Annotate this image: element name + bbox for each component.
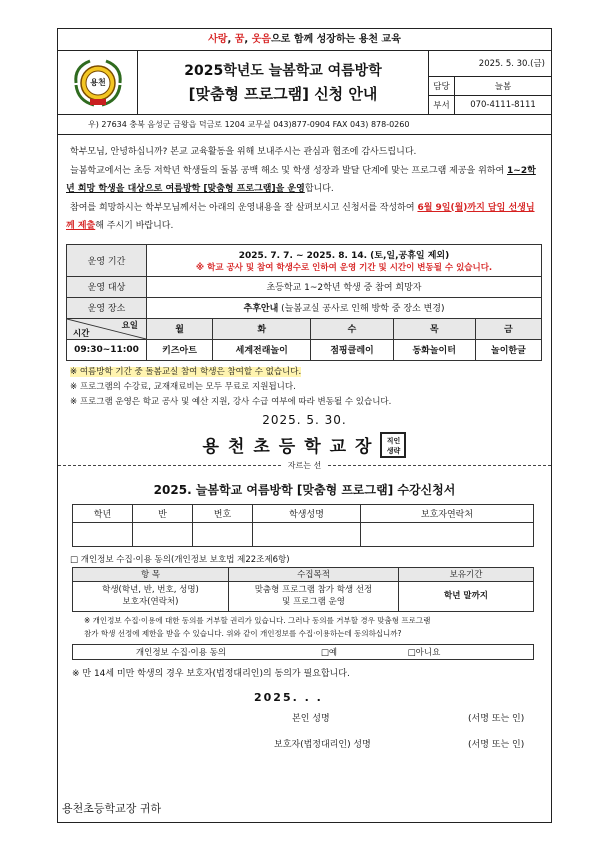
notes-list bbox=[70, 365, 551, 410]
place-rest: (늘봄교실 공사로 인해 방학 중 장소 변경) bbox=[278, 304, 445, 314]
class-field[interactable] bbox=[133, 522, 193, 546]
slogan-rest: 으로 함께 성장하는 용천 교육 bbox=[271, 34, 401, 45]
title-block bbox=[138, 51, 429, 114]
slogan-sep: , bbox=[227, 34, 235, 45]
seal-omitted-stamp bbox=[380, 432, 406, 458]
grade-field[interactable] bbox=[73, 522, 133, 546]
note-item: ※ 프로그램의 수강료, 교재재료비는 모두 무료로 지원됩니다. bbox=[70, 381, 296, 392]
school-logo bbox=[58, 51, 138, 114]
meta-dept-value: 070-4111-8111 bbox=[470, 100, 536, 110]
col-number: 번호 bbox=[193, 504, 253, 522]
note-item bbox=[70, 365, 551, 380]
self-sign-field[interactable]: (서명 또는 인) bbox=[468, 714, 525, 724]
place-value bbox=[147, 297, 542, 318]
sign-date: 2025. 5. 30. bbox=[262, 412, 347, 427]
meta-contact-row bbox=[429, 77, 551, 95]
consent-agree-box bbox=[72, 644, 534, 660]
guardian-contact-field[interactable] bbox=[361, 522, 534, 546]
program-cell: 세계전래놀이 bbox=[213, 339, 311, 360]
document-header bbox=[58, 51, 551, 115]
guardian-sign-label: 보호자(법정대리인) 성명 bbox=[274, 740, 371, 750]
cut-line bbox=[58, 460, 551, 475]
intro-text bbox=[58, 135, 551, 236]
period-row bbox=[67, 244, 542, 276]
consent-item-line: 보호자(연락처) bbox=[122, 597, 179, 607]
consent-table bbox=[72, 567, 534, 612]
program-cell: 동화놀이터 bbox=[393, 339, 475, 360]
number-field[interactable] bbox=[193, 522, 253, 546]
consent-note bbox=[84, 614, 551, 640]
student-header-row bbox=[73, 504, 534, 522]
title-line-2: [맞춤형 프로그램] 신청 안내 bbox=[188, 84, 378, 103]
form-title: 2025. 늘봄학교 여름방학 [맞춤형 프로그램] 수강신청서 bbox=[153, 482, 456, 497]
consent-retention: 학년 말까지 bbox=[399, 581, 534, 611]
meta-block bbox=[429, 51, 551, 114]
place-bold: 추후안내 bbox=[243, 304, 279, 314]
operation-table bbox=[66, 244, 542, 361]
document-page bbox=[57, 28, 552, 823]
seal-line-1: 직인 bbox=[386, 436, 401, 445]
slogan-love: 사랑 bbox=[208, 34, 228, 45]
day-header: 월 bbox=[147, 318, 213, 339]
intro-p2-text: 늘봄학교에서는 초등 저학년 학생들의 돌봄 공백 해소 및 학생 성장과 발달 단계에 맞는 프로그램 제공을 위하여 bbox=[70, 165, 508, 176]
document-date: 2025. 5. 30.(금) bbox=[429, 51, 551, 77]
student-info-table bbox=[72, 504, 534, 547]
slogan-dream: 꿈 bbox=[234, 34, 245, 45]
intro-p3-end: 해 주시기 바랍니다. bbox=[95, 221, 174, 231]
consent-purpose-line: 맞춤형 프로그램 참가 학생 선정 bbox=[254, 585, 373, 595]
consent-note-line: ※ 개인정보 수집·이용에 대한 동의를 거부할 권리가 있습니다. 그러나 동의를 거부할 경우 맞춤형 프로그램 bbox=[84, 615, 431, 625]
minor-consent-note: ※ 만 14세 미만 학생의 경우 보호자(법정대리인)의 동의가 필요합니다. bbox=[72, 668, 350, 679]
period-value: 2025. 7. 7. ~ 2025. 8. 14. (토,일,공휴일 제외) bbox=[238, 250, 450, 261]
col-class: 반 bbox=[133, 504, 193, 522]
intro-p2-emphasis: 1~2학년 희망 학생을 대상으로 여름방학 [맞춤형 프로그램]을 운영 bbox=[66, 165, 536, 194]
corner-time-label: 시간 bbox=[73, 328, 90, 339]
agree-no-checkbox[interactable]: □아니요 bbox=[407, 647, 441, 658]
consent-col-item: 항 목 bbox=[73, 567, 229, 581]
time-day-corner bbox=[67, 318, 147, 339]
period-cell bbox=[147, 244, 542, 276]
intro-p2-end: 합니다. bbox=[304, 184, 334, 194]
note-item: ※ 프로그램 운영은 학교 공사 및 예산 지원, 강사 수급 여부에 따라 변동될 수 있습니다. bbox=[70, 396, 392, 407]
principal-name: 용천초등학교장 bbox=[202, 437, 381, 457]
meta-dept-row bbox=[429, 95, 551, 114]
target-row bbox=[67, 276, 542, 297]
title-line-1: 2025학년도 늘봄학교 여름방학 bbox=[184, 62, 382, 79]
consent-header-row bbox=[73, 567, 534, 581]
target-label: 운영 대상 bbox=[67, 276, 147, 297]
place-label: 운영 장소 bbox=[67, 297, 147, 318]
student-input-row bbox=[73, 522, 534, 546]
cut-line-label: 자르는 선 bbox=[282, 460, 327, 471]
seal-line-2: 생략 bbox=[386, 446, 401, 455]
col-guardian-contact: 보호자연락처 bbox=[361, 504, 534, 522]
intro-paragraph-1: 학부모님, 안녕하십니까? 본교 교육활동을 위해 보내주시는 관심과 협조에 감사드립니다. bbox=[70, 147, 417, 157]
consent-note-line: 참가 학생 선정에 제한을 받을 수 있습니다. 위와 같이 개인정보를 수집·이용하는데 동의하십니까? bbox=[84, 628, 402, 638]
consent-row bbox=[73, 581, 534, 611]
consent-purpose bbox=[229, 581, 399, 611]
consent-col-retention: 보유기간 bbox=[399, 567, 534, 581]
principal-signature bbox=[58, 431, 551, 459]
program-row bbox=[67, 339, 542, 360]
consent-col-purpose: 수집목적 bbox=[229, 567, 399, 581]
corner-day-label: 요일 bbox=[121, 320, 138, 331]
slogan-laugh: 웃음 bbox=[251, 34, 272, 45]
day-header: 금 bbox=[475, 318, 541, 339]
day-header: 수 bbox=[311, 318, 393, 339]
agree-label: 개인정보 수집·이용 동의 bbox=[135, 647, 227, 658]
consent-item-line: 학생(학년, 반, 번호, 성명) bbox=[102, 585, 199, 595]
agree-yes-checkbox[interactable]: □예 bbox=[320, 647, 338, 658]
addressee: 용천초등학교장 귀하 bbox=[62, 802, 162, 815]
consent-item bbox=[73, 581, 229, 611]
program-cell: 점핑클레이 bbox=[311, 339, 393, 360]
student-name-field[interactable] bbox=[253, 522, 361, 546]
program-cell: 놀이한글 bbox=[475, 339, 541, 360]
intro-p3-text: 참여를 희망하시는 학부모님께서는 아래의 운영내용을 잘 살펴보시고 신청서를 작성하여 bbox=[70, 202, 418, 213]
consent-purpose-line: 및 프로그램 운영 bbox=[282, 597, 345, 607]
consent-heading: □ 개인정보 수집·이용 동의(개인정보 보호법 제22조제6항) bbox=[70, 554, 290, 565]
note-highlight: ※ 여름방학 기간 중 돌봄교실 참여 학생은 참여할 수 없습니다. bbox=[70, 366, 302, 377]
meta-contact-label: 담당 bbox=[429, 77, 455, 95]
day-header: 화 bbox=[213, 318, 311, 339]
self-sign-label: 본인 성명 bbox=[292, 714, 330, 724]
meta-dept-label: 부서 bbox=[429, 96, 455, 114]
form-date-line[interactable]: 2025. . . bbox=[254, 690, 323, 704]
slogan bbox=[58, 29, 551, 51]
meta-contact-value: 늘봄 bbox=[494, 82, 512, 92]
logo-text: 용천 bbox=[89, 77, 106, 87]
period-label: 운영 기간 bbox=[67, 244, 147, 276]
intro-paragraph-3 bbox=[66, 199, 543, 236]
deadline-emphasis: 6월 9일(월)까지 담임 선생님께 제출 bbox=[66, 202, 535, 231]
guardian-sign-field[interactable]: (서명 또는 인) bbox=[468, 740, 525, 750]
school-emblem-icon bbox=[68, 55, 128, 111]
intro-paragraph-2 bbox=[66, 162, 543, 199]
col-grade: 학년 bbox=[73, 504, 133, 522]
place-row bbox=[67, 297, 542, 318]
col-student-name: 학생성명 bbox=[253, 504, 361, 522]
target-value: 초등학교 1~2학년 학생 중 참여 희망자 bbox=[147, 276, 542, 297]
day-header: 목 bbox=[393, 318, 475, 339]
program-time: 09:30~11:00 bbox=[67, 339, 147, 360]
school-address: 우) 27634 충북 음성군 금왕읍 덕금로 1204 교무실 043)877-0904 FAX 043) 878-0260 bbox=[58, 115, 551, 135]
slogan-sep: , bbox=[244, 34, 252, 45]
program-cell: 키즈아트 bbox=[147, 339, 213, 360]
period-note: ※ 학교 공사 및 참여 학생수로 인하여 운영 기간 및 시간이 변동될 수 있습니다. bbox=[195, 262, 493, 273]
day-header-row bbox=[67, 318, 542, 339]
